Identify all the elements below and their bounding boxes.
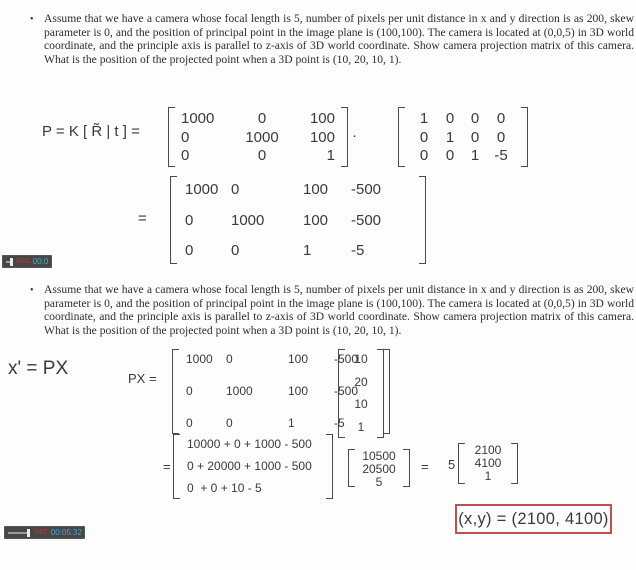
problem-text: Assume that we have a camera whose focal length is 5, number of pixels per unit distance in x and y direction is as 200, skew parameter is 0, and the position of principal point in the image plane is (100,100). The camera is located at (0,0,5) in 3D world coordinate, and the principle axis is parallel to z-axis of 3D world coordinate. Show camera projection matrix of this camera. What is the position of the projected point when a 3D point is (10, 20, 10, 1). <box>44 12 634 67</box>
final-answer-text: (x,y) = (2100, 4100) <box>458 509 609 528</box>
bracket-right <box>341 107 348 167</box>
matrix-cell: -5 <box>351 242 365 259</box>
slider-thumb-icon[interactable] <box>27 529 30 537</box>
matrix-row: 0 + 0 + 10 - 5 <box>187 481 262 495</box>
projection-equation-label: P = K [ R̃ | t ] = <box>42 123 140 140</box>
matrix-row: 0 + 20000 + 1000 - 500 <box>187 459 312 473</box>
matrix-cell: 0 <box>496 128 506 146</box>
matrix-cell: 100 <box>309 128 335 146</box>
vector-cell: 10 <box>354 397 368 412</box>
matrix-cell: 1000 <box>186 352 213 366</box>
matrix-cell: -5 <box>334 416 345 430</box>
bracket-left <box>338 349 345 438</box>
matrix-cell: 0 <box>496 110 506 127</box>
seek-slider[interactable] <box>6 261 12 263</box>
x-vector <box>338 349 384 438</box>
xpx-equation-label: x' = PX <box>8 358 69 379</box>
matrix-cell: 0 <box>231 242 240 259</box>
bracket-left <box>398 107 405 167</box>
matrix-cell: 1000 <box>181 110 215 127</box>
matrix-cell: 100 <box>303 211 329 229</box>
matrix-cell: 0 <box>186 384 193 398</box>
bracket-right <box>419 176 426 264</box>
video-player-bar[interactable] <box>2 255 52 268</box>
time-display: 00:05:32 <box>50 527 82 537</box>
bracket-left <box>168 107 175 167</box>
time-display: 00:0 <box>32 256 49 266</box>
rt-matrix <box>398 107 528 167</box>
matrix-cell: 1 <box>288 416 295 430</box>
problem-statement-2 <box>30 283 634 338</box>
bracket-right <box>377 349 384 438</box>
vector-cell: 10500 <box>362 449 396 463</box>
vector-cell: 1 <box>484 469 492 483</box>
bracket-left <box>170 176 177 264</box>
matrix-cell: 1000 <box>245 128 279 146</box>
k-matrix <box>168 107 348 167</box>
matrix-cell: -5 <box>494 147 508 164</box>
matrix-cell: 0 <box>226 416 233 430</box>
matrix-cell: 1 <box>326 147 335 164</box>
matrix-cell: 0 <box>445 110 455 127</box>
matrix-cell: 100 <box>309 110 335 127</box>
vector-cell: 2100 <box>474 443 502 457</box>
problem-text: Assume that we have a camera whose focal length is 5, number of pixels per unit distance in x and y direction is as 200, skew parameter is 0, and the position of principal point in the image plane is (100,100). The camera is located at (0,0,5) in 3D world coordinate, and the principle axis is parallel to z-axis of 3D world coordinate. Show camera projection matrix of this camera. What is the position of the projected point when a 3D point is (10, 20, 10, 1). <box>44 283 634 338</box>
matrix-cell: 0 <box>226 352 233 366</box>
slider-thumb-icon[interactable] <box>10 258 13 266</box>
bracket-right <box>403 449 410 487</box>
equals-sign: = <box>163 459 171 474</box>
bracket-left <box>458 443 465 484</box>
seek-slider[interactable] <box>8 532 30 534</box>
matrix-cell: 100 <box>303 181 329 198</box>
matrix-cell: 1 <box>303 242 312 259</box>
matrix-cell: 0 <box>185 242 194 259</box>
matrix-row: 10000 + 0 + 1000 - 500 <box>187 437 312 451</box>
scaled-vector <box>458 443 518 484</box>
bracket-right <box>326 434 333 499</box>
matrix-cell: 1 <box>445 128 455 146</box>
matrix-cell: 0 <box>470 128 480 146</box>
final-answer-box <box>455 504 612 534</box>
equals-sign: = <box>421 459 429 474</box>
matrix-cell: 0 <box>181 147 190 164</box>
bracket-left <box>173 434 180 499</box>
vector-cell: 4100 <box>474 456 502 470</box>
equals-sign: = <box>138 210 147 227</box>
matrix-cell: 1000 <box>226 384 253 398</box>
bracket-left <box>172 349 179 434</box>
bracket-right <box>511 443 518 484</box>
matrix-cell: 1000 <box>185 181 219 198</box>
matrix-cell: 0 <box>181 128 190 146</box>
vector-cell: 10 <box>354 352 368 366</box>
vector-cell: 20 <box>354 374 368 389</box>
bullet-marker: • <box>30 14 34 25</box>
problem-statement-1 <box>30 12 634 67</box>
matrix-cell: 0 <box>186 416 193 430</box>
matrix-cell: 0 <box>185 211 194 229</box>
vector-cell: 5 <box>375 475 383 489</box>
matrix-cell: -500 <box>351 211 382 229</box>
sum-matrix <box>173 434 333 499</box>
matrix-cell: -500 <box>334 384 359 398</box>
result-vector <box>348 449 410 487</box>
px-label: PX = <box>128 371 157 386</box>
video-player-bar[interactable] <box>4 526 85 539</box>
matrix-cell: 0 <box>470 110 480 127</box>
rec-indicator: REC <box>34 529 49 536</box>
matrix-cell: 1000 <box>231 211 265 229</box>
vector-cell: 20500 <box>362 462 396 476</box>
matrix-cell: 1 <box>419 110 429 127</box>
matrix-cell: 0 <box>419 147 429 164</box>
bracket-right <box>383 349 390 434</box>
matrix-cell: 100 <box>288 352 309 366</box>
rec-indicator: REC <box>16 258 31 265</box>
matrix-cell: 0 <box>445 147 455 164</box>
projection-matrix-result <box>170 176 426 264</box>
multiply-dot: · <box>352 127 357 144</box>
matrix-cell: 0 <box>257 147 267 164</box>
bracket-left <box>348 449 355 487</box>
scalar-factor: 5 <box>448 457 456 472</box>
matrix-cell: -500 <box>351 181 382 198</box>
matrix-cell: -500 <box>334 352 359 366</box>
matrix-cell: 0 <box>257 110 267 127</box>
matrix-cell: 1 <box>470 147 480 164</box>
bracket-right <box>521 107 528 167</box>
matrix-cell: 0 <box>231 181 240 198</box>
vector-cell: 1 <box>357 419 365 434</box>
matrix-cell: 0 <box>419 128 429 146</box>
bullet-marker: • <box>30 285 34 296</box>
matrix-cell: 100 <box>288 384 309 398</box>
